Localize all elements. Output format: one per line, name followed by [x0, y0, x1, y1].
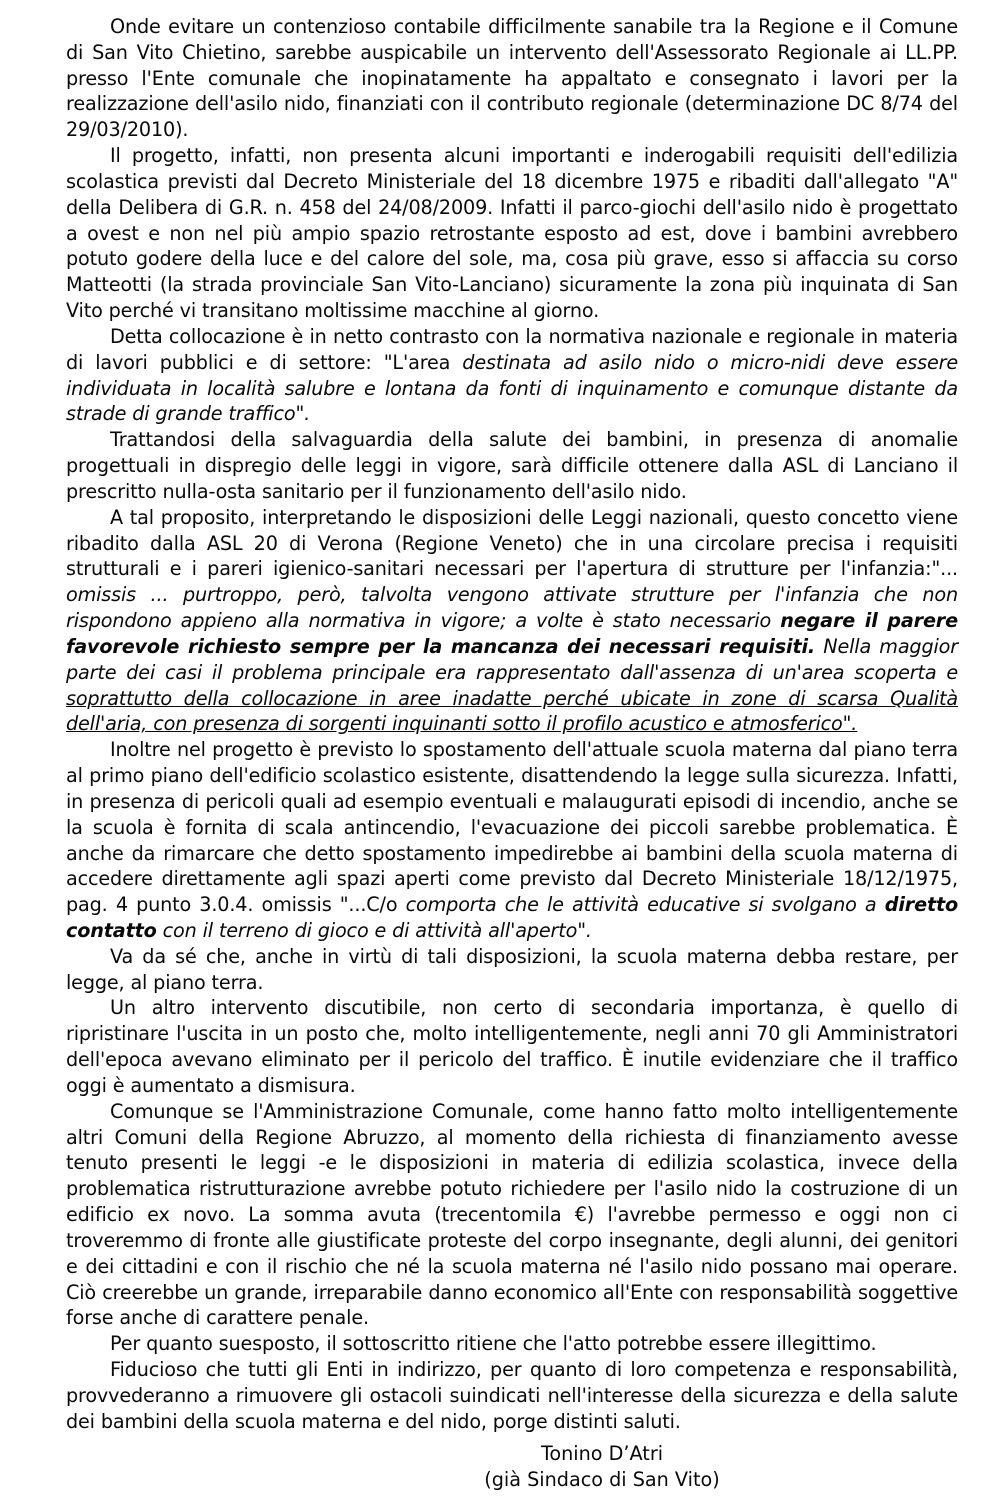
paragraph — [66, 737, 958, 944]
text-run-bold-italic: negare il parere favorevole richiesto sempre per la mancanza dei necessari requisiti. — [66, 609, 958, 658]
paragraph — [66, 1357, 958, 1434]
text-run: A tal proposito, interpretando le disposizioni delle Leggi nazionali, questo concetto viene ribadito dalla ASL 20 di Verona (Regione Veneto) che in una circolare precisa i requisiti strutturali e i pareri igienico-sanitari necessari per l'apertura di strutture per l'infanzia:"... — [66, 505, 958, 581]
text-run: Comunque se l'Amministrazione Comunale, come hanno fatto molto intelligentemente altri Comuni della Regione Abruzzo, al momento della richiesta di finanziamento avesse tenuto presenti le leggi -e le disposizioni in materia di edilizia scolastica, invece della problematica ristrutturazione avrebbe potuto richiedere per l'asilo nido la costruzione di un edificio ex novo. La somma avuta (trecentomila €) l'avrebbe permesso e oggi non ci troveremmo di fronte alle giustificate proteste del corpo insegnante, degli alunni, dei genitori e dei cittadini e con il rischio che né la scuola materna né l'asilo nido possano mai operare. Ciò creerebbe un grande, irreparabile danno economico all'Ente con responsabilità soggettive forse anche di carattere penale. — [66, 1099, 958, 1330]
text-run-bold-italic: diretto contatto — [66, 893, 959, 942]
paragraph — [66, 143, 958, 324]
paragraph — [66, 427, 958, 504]
paragraph — [66, 505, 958, 737]
paragraph — [66, 1331, 958, 1357]
paragraph — [66, 944, 958, 996]
text-run: Va da sé che, anche in virtù di tali disposizioni, la scuola materna debba restare, per legge, al piano terra. — [66, 944, 958, 994]
text-run: Trattandosi della salvaguardia della salute dei bambini, in presenza di anomalie progettuali in dispregio delle leggi in vigore, sarà difficile ottenere dalla ASL di Lanciano il prescritto nulla-osta sanitario per il funzionamento dell'asilo nido. — [66, 428, 958, 503]
paragraph — [66, 1099, 958, 1331]
paragraph — [66, 995, 958, 1098]
signature-name: Tonino D’Atri — [540, 1441, 664, 1465]
text-run: Inoltre nel progetto è previsto lo spostamento dell'attuale scuola materna dal piano terra al primo piano dell'edificio scolastico esistente, disattendendo la legge sulla sicurezza. Infatti, in presenza di pericoli quali ad esempio eventuali e malaugurati episodi di incendio, anche se la scuola è fornita di scala antincendio, l'evacuazione dei piccoli sarebbe problematica. È anche da rimarcare che detto spostamento impedirebbe ai bambini della scuola materna di accedere direttamente agli spazi aperti come previsto dal Decreto Ministeriale 18/12/1975, pag. 4 punto 3.0.4. omissis "...C/o — [66, 738, 958, 917]
text-run-italic: con il terreno di gioco e di attività all'aperto". — [156, 918, 592, 942]
paragraph — [66, 324, 958, 427]
text-run: Detta collocazione è in netto contrasto con la normativa nazionale e regionale in materia di lavori pubblici e di settore: "L'area — [66, 324, 958, 374]
document-body — [66, 14, 958, 1435]
text-run-italic: comporta che le attività educative si svolgano a — [405, 893, 885, 917]
signature-block — [66, 1441, 958, 1494]
text-run: Fiducioso che tutti gli Enti in indirizzo, per quanto di loro competenza e responsabilità, provvederanno a rimuovere gli ostacoli suindicati nell'interesse della sicurezza e della salute dei bambini della scuola materna e del nido, porge distinti saluti. — [66, 1358, 958, 1433]
text-run: Il progetto, infatti, non presenta alcuni importanti e inderogabili requisiti dell'edilizia scolastica previsti dal Decreto Ministeriale del 18 dicembre 1975 e ribaditi dall'allegato "A" della Delibera di G.R. n. 458 del 24/08/2009. Infatti il parco-giochi dell'asilo nido è progettato a ovest e non nel più ampio spazio retrostante esposto ad est, dove i bambini avrebbero potuto godere della luce e del calore del sole, ma, cosa più grave, esso si affaccia su corso Matteotti (la strada provinciale San Vito-Lanciano) sicuramente la zona più inquinata di San Vito perché vi transitano moltissime macchine al giorno. — [66, 144, 958, 323]
signature-role: (già Sindaco di San Vito) — [484, 1468, 720, 1492]
text-run: Un altro intervento discutibile, non certo di secondaria importanza, è quello di ripristinare l'uscita in un posto che, molto intelligentemente, negli anni 70 gli Amministratori dell'epoca avevano eliminato per il pericolo del traffico. È inutile evidenziare che il traffico oggi è aumentato a dismisura. — [66, 996, 958, 1097]
text-run: Onde evitare un contenzioso contabile difficilmente sanabile tra la Regione e il Comune di San Vito Chietino, sarebbe auspicabile un intervento dell'Assessorato Regionale ai LL.PP. presso l'Ente comunale che inopinatamente ha appaltato e consegnato i lavori per la realizzazione dell'asilo nido, finanziati con il contributo regionale (determinazione DC 8/74 del 29/03/2010). — [66, 15, 958, 142]
text-run: Per quanto suesposto, il sottoscritto ritiene che l'atto potrebbe essere illegittimo. — [110, 1332, 877, 1356]
paragraph — [66, 14, 958, 143]
text-run-italic: Nella maggior parte dei casi il problema principale era rappresentato dall'assenza di un'area scoperta e — [66, 634, 958, 684]
text-run-italic: omissis ... purtroppo, però, talvolta vengono attivate strutture per l'infanzia che non rispondono appieno alla normativa in vigore; a volte è stato necessario — [66, 583, 958, 633]
text-run-italic: destinata ad asilo nido o micro-nidi deve essere individuata in località salubre e lontana da fonti di inquinamento e comunque distante da strade di grande traffico". — [66, 350, 959, 426]
text-run-italic-underline: soprattutto della collocazione in aree inadatte perché ubicate in zone di scarsa Qualità dell'aria, con presenza di sorgenti inquinanti sotto il profilo acustico e atmosferico". — [66, 686, 958, 736]
